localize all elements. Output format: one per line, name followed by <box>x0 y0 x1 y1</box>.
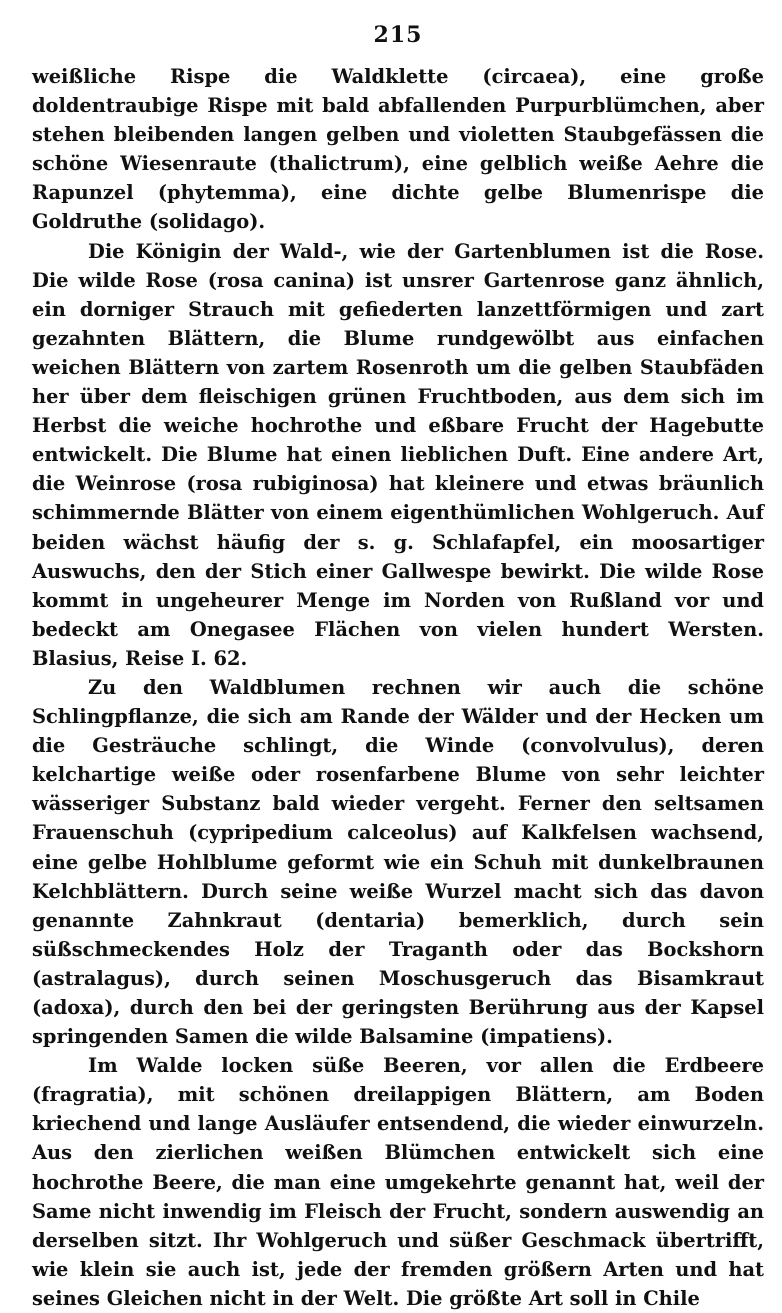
paragraph-waldblumen: Zu den Waldblumen rechnen wir auch die schöne Schlingpflanze, die sich am Rande der Wälder und der Hecken um die Gesträuche schlingt, die Winde (convolvulus), deren kelchartige weiße oder rosenfarbene Blume von sehr leichter wässeriger Substanz bald wieder vergeht. Ferner den seltsamen Frauenschuh (cypripedium calceolus) auf Kalkfelsen wachsend, eine gelbe Hohlblume geformt wie ein Schuh mit dunkelbraunen Kelchblättern. Durch seine weiße Wurzel macht sich das davon genannte Zahnkraut (dentaria) bemerklich, durch sein süßschmeckendes Holz der Traganth oder das Bockshorn (astralagus), durch seinen Moschusgeruch das Bisamkraut (adoxa), durch den bei der geringsten Berührung aus der Kapsel springenden Samen die wilde Balsamine (impatiens). <box>32 675 764 1049</box>
paragraph-erdbeere: Im Walde locken süße Beeren, vor allen die Erdbeere (fragratia), mit schönen dreilappigen Blättern, am Boden kriechend und lange Ausläufer entsendend, die wieder einwurzeln. Aus den zierlichen weißen Blümchen entwickelt sich eine hochrothe Beere, die man eine umgekehrte genannt hat, weil der Same nicht inwendig im Fleisch der Frucht, sondern auswendig an derselben sitzt. Ihr Wohlgeruch und süßer Geschmack übertrifft, wie klein sie auch ist, jede der fremden größern Arten und hat seines Gleichen nicht in der Welt. Die größte Art soll in Chile <box>32 1054 764 1310</box>
page-number: 215 <box>373 22 423 48</box>
paragraph-rose: Die Königin der Wald-, wie der Gartenblumen ist die Rose. Die wilde Rose (rosa canina) ist unsrer Gartenrose ganz ähnlich, ein dorniger Strauch mit gefiederten lanzettförmigen und zart gezahnten Blättern, die Blume rundgewölbt aus einfachen weichen Blättern von zartem Rosenroth um die gelben Staubfäden her über dem fleischigen grünen Fruchtboden, aus dem sich im Herbst die weiche hochrothe und eßbare Frucht der Hagebutte entwickelt. Die Blume hat einen lieblichen Duft. Eine andere Art, die Weinrose (rosa rubiginosa) hat kleinere und etwas bräunlich schimmernde Blätter von einem eigenthümlichen Wohlgeruch. Auf beiden wächst häufig der s. g. Schlafapfel, ein moosartiger Auswuchs, den der Stich einer Gallwespe bewirkt. Die wilde Rose kommt in ungeheurer Menge im Norden von Rußland vor und bedeckt am Onegasee Flächen von vielen hundert Wersten. Blasius, Reise I. 62. <box>32 239 764 670</box>
body-text <box>32 62 764 1313</box>
paragraph-continued: weißliche Rispe die Waldklette (circaea), eine große doldentraubige Rispe mit bald abfallenden Purpurblümchen, aber stehen bleibenden langen gelben und violetten Staubgefässen die schöne Wiesenraute (thalictrum), eine gelblich weiße Aehre die Rapunzel (phytemma), eine dichte gelbe Blumenrispe die Goldruthe (solidago). <box>32 65 764 234</box>
